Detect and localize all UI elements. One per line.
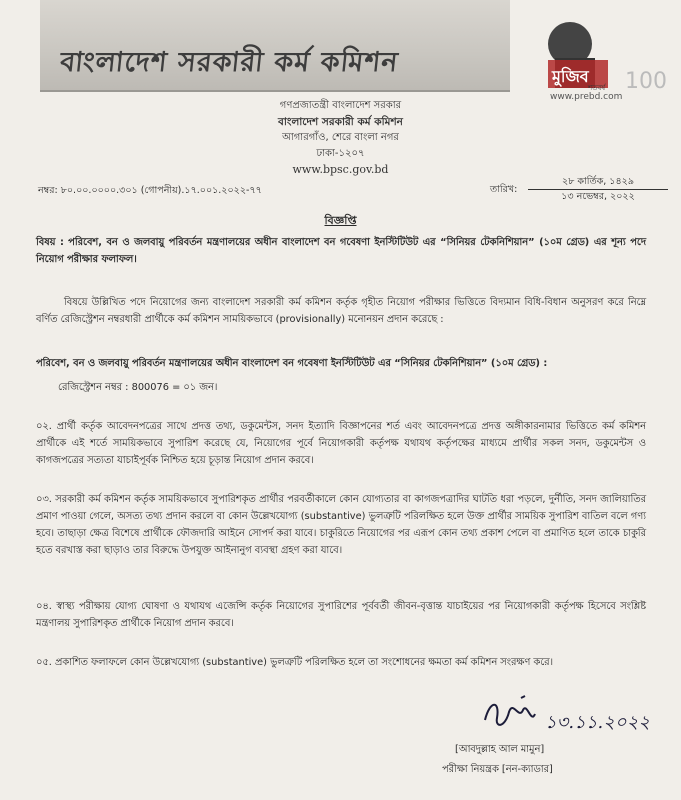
- memo-number: নম্বর: ৮০.০০.০০০০.৩০১ (গোপনীয়).১৭.০০১.২০২২-৭৭: [38, 185, 262, 196]
- address-line-2: ঢাকা-১২০৭: [316, 148, 365, 159]
- banner-text: বাংলাদেশ সরকারী কর্ম কমিশন: [58, 47, 401, 78]
- subject-label: বিষয় :: [36, 237, 64, 248]
- header-banner: [40, 0, 510, 92]
- paragraph-5: ০৫. প্রকাশিত ফলাফলে কোন উল্লেখযোগ্য (substantive) ভুলত্রুটি পরিলক্ষিত হলে তা সংশোধনের ক্ষমতা কর্ম কমিশন সংরক্ষণ করে।: [36, 657, 554, 668]
- watermark-url: www.prebd.com: [550, 92, 623, 102]
- logo-number: 100: [625, 69, 667, 93]
- paragraph-4: ০৪. স্বাস্থ্য পরীক্ষায় যোগ্য ঘোষণা ও যথাযথ এজেন্সি কর্তৃক নিয়োগের সুপারিশের পূর্ববর্তী জীবন-বৃত্তান্ত যাচাইয়ের পর নিয়োগকারী কর্তৃপক্ষ হিসেবে সংশ্লিষ্ট মন্ত্রণালয় সুপারিশকৃত প্রার্থীকে নিয়োগ প্রদান করবে।: [36, 601, 646, 629]
- notice-title: বিজ্ঞপ্তি: [324, 214, 357, 227]
- handwritten-signature: [475, 690, 675, 740]
- signatory-name: [আবদুল্লাহ আল মামুন]: [455, 744, 545, 755]
- subject-text: পরিবেশ, বন ও জলবায়ু পরিবর্তন মন্ত্রণালয়ের অধীন বাংলাদেশ বন গবেষণা ইনস্টিটিউট এর “সিনিয়র টেকনিশিয়ান” (১০ম গ্রেড) এর শূন্য পদে নিয়োগ পরীক্ষার ফলাফল।: [36, 237, 646, 265]
- paragraph-3: ০৩. সরকারী কর্ম কমিশন কর্তৃক সাময়িকভাবে সুপারিশকৃত প্রার্থীর পরবর্তীকালে কোন যোগ্যতার বা কাগজপত্রাদির ঘাটতি ধরা পড়লে, দুর্নীতি, সনদ জালিয়াতির প্রমাণ পাওয়া গেলে, অসত্য তথ্য প্রদান করলে বা কোন উল্লেখযোগ্য (substantive) ভুলত্রুটি পরিলক্ষিত হলে উক্ত প্রার্থীর সাময়িক সুপারিশ বাতিল বলে গণ্য হবে। তাছাড়া ক্ষেত্র বিশেষে প্রার্থীকে ফৌজদারি আইনে সোপর্দ করা যাবে। চাকুরিতে নিয়োগের পর এরূপ কোন তথ্য প্রকাশ পেলে বা প্রমাণিত হলে তাকে চাকুরি হতে বরখাস্ত করা ছাড়াও তার বিরুদ্ধে উপযুক্ত আইনানুগ ব্যবস্থা গ্রহণ করা যাবে।: [36, 494, 646, 556]
- intro-paragraph: বিষয়ে উল্লিখিত পদে নিয়োগের জন্য বাংলাদেশ সরকারী কর্ম কমিশন কর্তৃক গৃহীত নিয়োগ পরীক্ষার ভিত্তিতে বিদ্যমান বিধি-বিধান অনুসরণ করে নিম্নে বর্ণিত রেজিস্ট্রেশন নম্বরধারী প্রার্থীকে কর্ম কমিশন সাময়িকভাবে (provisionally) মনোনয়ন প্রদান করেছে :: [36, 297, 646, 325]
- date-english: ১৩ নভেম্বর, ২০২২: [561, 191, 635, 202]
- org-name: বাংলাদেশ সরকারী কর্ম কমিশন: [278, 116, 403, 128]
- logo-text: মুজিব: [552, 67, 589, 86]
- registration-line: রেজিস্ট্রেশন নম্বর : 800076 = ০১ জন।: [58, 382, 218, 393]
- signature-date: ১৩.১১.২০২২: [545, 712, 651, 733]
- subject: [36, 234, 646, 268]
- paragraph-2: ০২. প্রার্থী কর্তৃক আবেদনপত্রের সাথে প্রদত্ত তথ্য, ডকুমেন্টস, সনদ ইত্যাদি বিজ্ঞাপনের শর্ত এবং আবেদনপত্রে প্রদত্ত অঙ্গীকারনামার ভিত্তিতে কর্ম কমিশন প্রার্থীকে এই শর্তে সাময়িকভাবে সুপারিশ করেছে যে, নিয়োগের পূর্বে নিয়োগকারী কর্তৃপক্ষ যথাযথ কর্তৃপক্ষের মাধ্যমে প্রার্থীর সকল সনদ, ডকুমেন্টস ও কাগজপত্রের সত্যতা যাচাইপূর্বক নিশ্চিত হয়ে চূড়ান্ত নিয়োগ প্রদান করবে।: [36, 421, 646, 466]
- gov-name: গণপ্রজাতন্ত্রী বাংলাদেশ সরকার: [279, 100, 402, 111]
- logo-sub-text: শতবর্ষ: [588, 84, 606, 92]
- address-line-1: আগারগাঁও, শেরে বাংলা নগর: [282, 132, 399, 143]
- post-heading: পরিবেশ, বন ও জলবায়ু পরিবর্তন মন্ত্রণালয়ের অধীন বাংলাদেশ বন গবেষণা ইনস্টিটিউট এর “সিনিয়র টেকনিশিয়ান” (১০ম গ্রেড) :: [36, 358, 548, 369]
- mujib-centenary-logo: [530, 8, 680, 93]
- date-label: তারিখ:: [490, 184, 518, 195]
- date-box: [528, 175, 668, 204]
- date-bangla: ২৮ কার্তিক, ১৪২৯: [528, 175, 668, 190]
- website-url: www.bpsc.gov.bd: [292, 163, 389, 176]
- signatory-title: পরীক্ষা নিয়ন্ত্রক [নন-ক্যাডার]: [442, 764, 553, 775]
- letterhead: [0, 98, 681, 178]
